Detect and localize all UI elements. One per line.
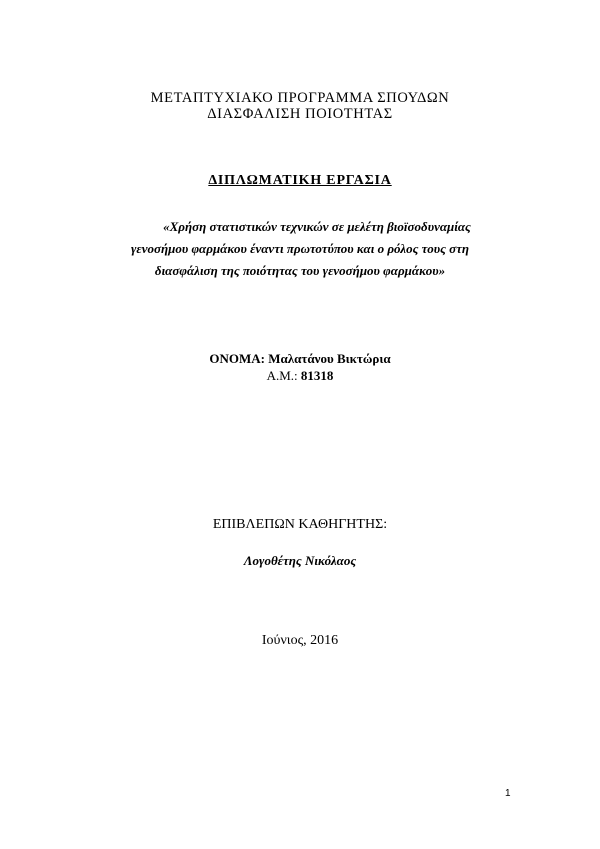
supervisor-label: ΕΠΙΒΛΕΠΩΝ ΚΑΘΗΓΗΤΗΣ: (212, 517, 388, 532)
student-id-value: 81318 (300, 368, 334, 383)
author-name: Μαλατάνου Βικτώρια (268, 351, 391, 366)
student-id-label: Α.Μ.: (266, 368, 298, 383)
author-line (0, 351, 600, 367)
program-title: ΜΕΤΑΠΤΥΧΙΑΚΟ ΠΡΟΓΡΑΜΜΑ ΣΠΟΥΔΩΝ (150, 90, 450, 106)
program-subtitle: ΔΙΑΣΦΑΛΙΣΗ ΠΟΙΟΤΗΤΑΣ (207, 106, 393, 122)
thesis-title-line-3: διασφάλιση της ποιότητας του γενοσήμου φαρμάκου» (154, 263, 446, 278)
page-number: 1 (505, 788, 511, 799)
thesis-title-line-1: «Χρήση στατιστικών τεχνικών σε μελέτη βιοϊσοδυναμίας (163, 219, 471, 234)
author-label: ΟΝΟΜΑ: (209, 351, 265, 366)
submission-date: Ιούνιος, 2016 (261, 633, 339, 648)
document-type-heading: ΔΙΠΛΩΜΑΤΙΚΗ ΕΡΓΑΣΙΑ (208, 173, 392, 188)
student-id-line (0, 368, 600, 384)
thesis-title-line-2: γενοσήμου φαρμάκου έναντι πρωτοτύπου και ο ρόλος τους στη (130, 241, 470, 256)
supervisor-name: Λογοθέτης Νικόλαος (243, 553, 357, 568)
thesis-title (0, 216, 600, 282)
